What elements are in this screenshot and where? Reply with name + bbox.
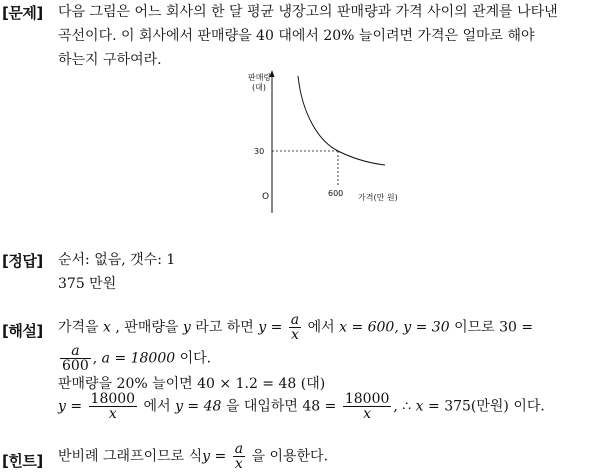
x-axis-label: 가격(만 원)	[358, 193, 398, 202]
problem-line-1: 다음 그림은 어느 회사의 한 달 평균 냉장고의 판매량과 가격 사이의 관계를 나타낸	[58, 4, 558, 20]
solution-line-1: 가격을 x , 판매량을 y 라고 하면 y = $\frac{a}{x}$ 에서 x = 600, y = 30 이므로 30 =	[58, 312, 534, 343]
hint-line: 반비례 그래프이므로 식y = $\frac{a}{x}$ 을 이용한다.	[58, 441, 329, 472]
fraction-18000-over-x: $\frac{18000}{x}$	[90, 391, 136, 422]
solution-line-2: $\frac{a}{600}$ , a = 18000 이다.	[62, 343, 212, 374]
problem-line-3: 하는지 구하여라.	[58, 52, 162, 68]
inverse-proportion-graph	[240, 68, 420, 218]
problem-line-2: 곡선이다. 이 회사에서 판매량을 40 대에서 20% 늘이려면 가격은 얼마로 해야	[58, 28, 535, 44]
y-axis-label-line1: 판매량	[248, 73, 272, 82]
solution-line-3: 판매량을 20% 늘이면 40 × 1.2 = 48 (대)	[58, 376, 326, 392]
answer-label: [정답]	[2, 252, 43, 270]
y-axis-label-line2: (대)	[252, 83, 266, 92]
answer-line-2: 375 만원	[58, 276, 117, 292]
fraction-a-over-x: $\frac{a}{x}$	[290, 312, 300, 343]
solution-label: [해설]	[2, 322, 43, 340]
inverse-curve	[298, 76, 385, 165]
fraction-a-over-600: $\frac{a}{600}$	[62, 343, 89, 374]
fraction-18000-over-x-2: $\frac{18000}{x}$	[344, 391, 390, 422]
hint-label: [힌트]	[2, 452, 43, 470]
fraction-hint-a-over-x: $\frac{a}{x}$	[234, 441, 244, 472]
origin-label: O	[262, 192, 270, 202]
x-tick-label: 600	[328, 189, 344, 198]
answer-line-1: 순서: 없음, 갯수: 1	[58, 252, 176, 268]
problem-label: [문제]	[2, 4, 43, 22]
solution-line-4: y = $\frac{18000}{x}$ 에서 y = 48 을 대입하면 48 = $\frac{18000}{x}$ , ∴ x = 375(만원) 이다.	[58, 391, 545, 422]
y-tick-label: 30	[254, 147, 265, 156]
